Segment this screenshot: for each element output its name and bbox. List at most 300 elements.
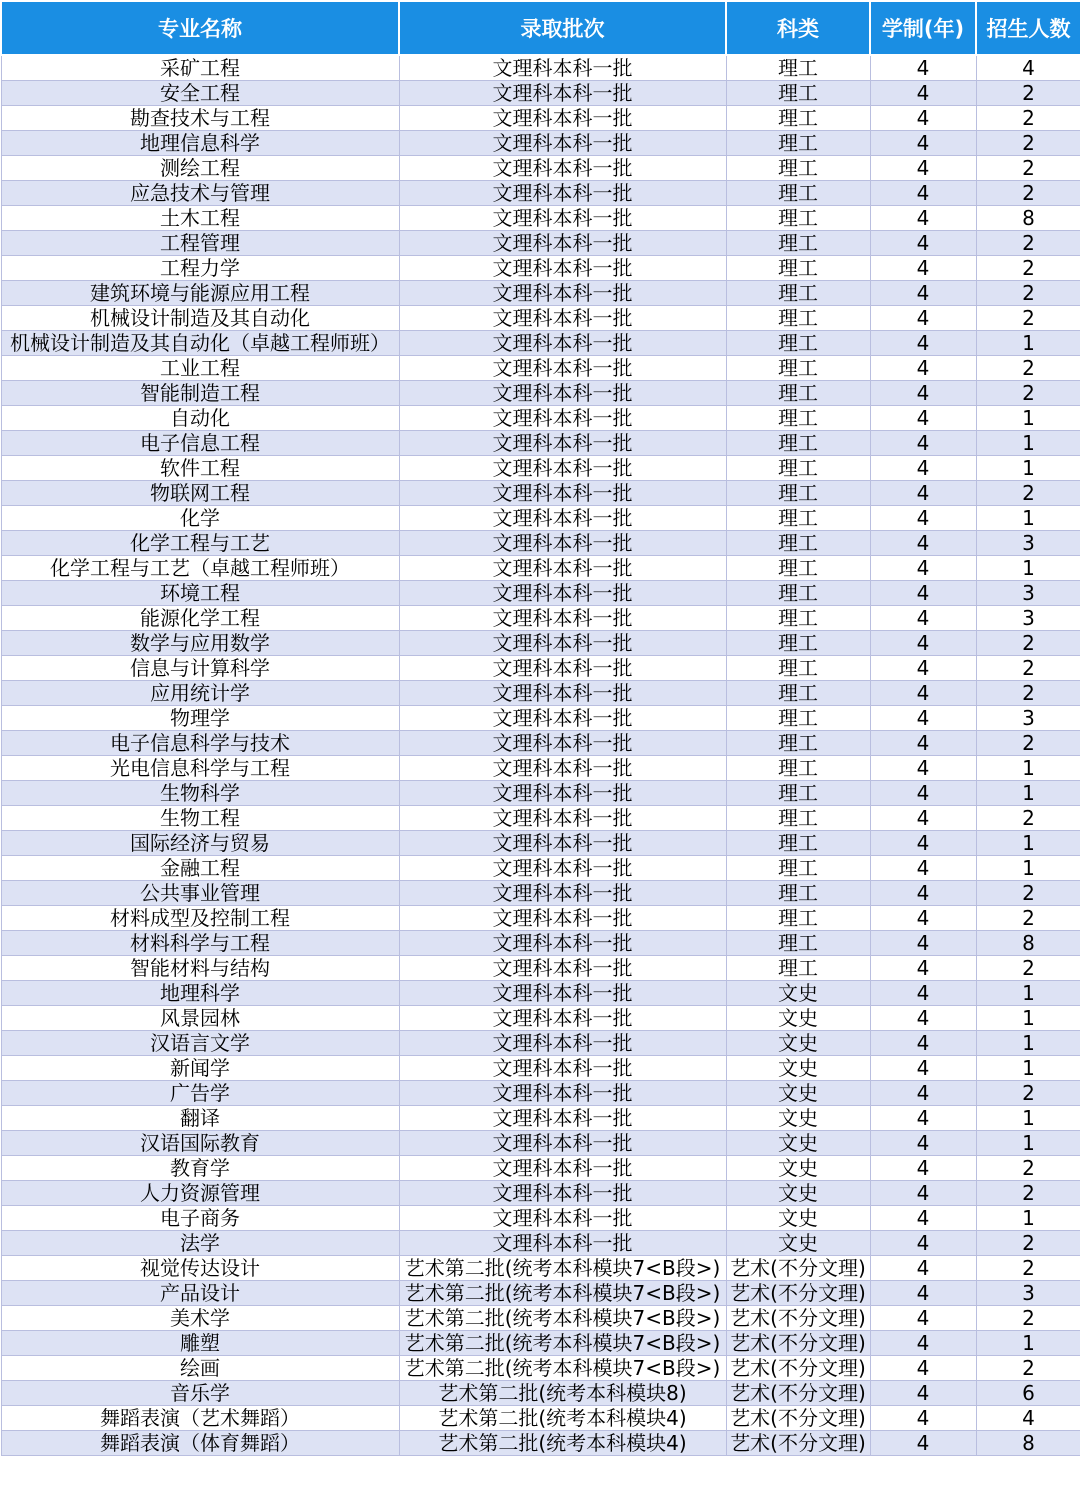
cell-major-name: 美术学: [1, 1306, 399, 1331]
cell-major-name: 公共事业管理: [1, 881, 399, 906]
cell-duration-years: 4: [870, 556, 976, 581]
table-row: [1, 381, 1080, 406]
cell-major-name: 国际经济与贸易: [1, 831, 399, 856]
cell-enrollment-count: 2: [976, 106, 1080, 131]
cell-enrollment-count: 2: [976, 256, 1080, 281]
cell-duration-years: 4: [870, 1231, 976, 1256]
cell-major-name: 软件工程: [1, 456, 399, 481]
cell-duration-years: 4: [870, 1106, 976, 1131]
cell-subject-category: 文史: [726, 1081, 870, 1106]
cell-enrollment-count: 8: [976, 1431, 1080, 1456]
cell-duration-years: 4: [870, 331, 976, 356]
cell-subject-category: 理工: [726, 106, 870, 131]
cell-duration-years: 4: [870, 206, 976, 231]
cell-major-name: 金融工程: [1, 856, 399, 881]
table-row: [1, 206, 1080, 231]
cell-admission-batch: 文理科本科一批: [399, 1006, 726, 1031]
table-row: [1, 1331, 1080, 1356]
cell-enrollment-count: 1: [976, 406, 1080, 431]
table-row: [1, 356, 1080, 381]
cell-enrollment-count: 2: [976, 356, 1080, 381]
cell-admission-batch: 艺术第二批(统考本科模块7<B段>): [399, 1256, 726, 1281]
table-row: [1, 1281, 1080, 1306]
cell-subject-category: 理工: [726, 406, 870, 431]
table-row: [1, 731, 1080, 756]
cell-major-name: 电子信息工程: [1, 431, 399, 456]
cell-admission-batch: 文理科本科一批: [399, 831, 726, 856]
cell-admission-batch: 文理科本科一批: [399, 156, 726, 181]
cell-duration-years: 4: [870, 1156, 976, 1181]
table-row: [1, 506, 1080, 531]
cell-subject-category: 文史: [726, 1181, 870, 1206]
cell-subject-category: 理工: [726, 81, 870, 106]
cell-duration-years: 4: [870, 756, 976, 781]
table-row: [1, 231, 1080, 256]
cell-enrollment-count: 2: [976, 1156, 1080, 1181]
cell-duration-years: 4: [870, 856, 976, 881]
cell-admission-batch: 文理科本科一批: [399, 906, 726, 931]
cell-duration-years: 4: [870, 406, 976, 431]
cell-admission-batch: 文理科本科一批: [399, 881, 726, 906]
cell-subject-category: 理工: [726, 481, 870, 506]
cell-duration-years: 4: [870, 156, 976, 181]
cell-subject-category: 文史: [726, 1056, 870, 1081]
cell-duration-years: 4: [870, 1006, 976, 1031]
cell-enrollment-count: 2: [976, 231, 1080, 256]
header-admission-batch: 录取批次: [399, 1, 726, 55]
cell-subject-category: 理工: [726, 681, 870, 706]
cell-major-name: 环境工程: [1, 581, 399, 606]
cell-major-name: 雕塑: [1, 1331, 399, 1356]
table-row: [1, 331, 1080, 356]
table-row: [1, 131, 1080, 156]
cell-major-name: 汉语言文学: [1, 1031, 399, 1056]
cell-admission-batch: 文理科本科一批: [399, 606, 726, 631]
cell-enrollment-count: 1: [976, 556, 1080, 581]
cell-subject-category: 理工: [726, 381, 870, 406]
cell-enrollment-count: 2: [976, 481, 1080, 506]
table-row: [1, 431, 1080, 456]
cell-duration-years: 4: [870, 1431, 976, 1456]
cell-duration-years: 4: [870, 1181, 976, 1206]
cell-enrollment-count: 2: [976, 806, 1080, 831]
cell-subject-category: 艺术(不分文理): [726, 1431, 870, 1456]
cell-admission-batch: 文理科本科一批: [399, 1106, 726, 1131]
cell-subject-category: 理工: [726, 231, 870, 256]
cell-duration-years: 4: [870, 131, 976, 156]
cell-admission-batch: 文理科本科一批: [399, 131, 726, 156]
cell-enrollment-count: 1: [976, 1131, 1080, 1156]
table-row: [1, 256, 1080, 281]
cell-subject-category: 理工: [726, 55, 870, 81]
cell-major-name: 材料成型及控制工程: [1, 906, 399, 931]
cell-enrollment-count: 2: [976, 1231, 1080, 1256]
cell-enrollment-count: 2: [976, 381, 1080, 406]
cell-duration-years: 4: [870, 681, 976, 706]
table-row: [1, 81, 1080, 106]
cell-major-name: 土木工程: [1, 206, 399, 231]
table-row: [1, 456, 1080, 481]
cell-major-name: 翻译: [1, 1106, 399, 1131]
cell-enrollment-count: 2: [976, 1181, 1080, 1206]
cell-duration-years: 4: [870, 381, 976, 406]
cell-major-name: 生物科学: [1, 781, 399, 806]
cell-major-name: 工业工程: [1, 356, 399, 381]
cell-subject-category: 理工: [726, 656, 870, 681]
cell-enrollment-count: 1: [976, 1006, 1080, 1031]
cell-duration-years: 4: [870, 906, 976, 931]
cell-enrollment-count: 3: [976, 606, 1080, 631]
cell-admission-batch: 文理科本科一批: [399, 631, 726, 656]
table-row: [1, 1206, 1080, 1231]
cell-duration-years: 4: [870, 631, 976, 656]
cell-duration-years: 4: [870, 831, 976, 856]
table-row: [1, 181, 1080, 206]
cell-enrollment-count: 2: [976, 956, 1080, 981]
cell-major-name: 应用统计学: [1, 681, 399, 706]
cell-subject-category: 文史: [726, 1131, 870, 1156]
header-subject-category: 科类: [726, 1, 870, 55]
cell-enrollment-count: 2: [976, 731, 1080, 756]
cell-admission-batch: 文理科本科一批: [399, 431, 726, 456]
table-row: [1, 856, 1080, 881]
table-row: [1, 981, 1080, 1006]
cell-major-name: 信息与计算科学: [1, 656, 399, 681]
cell-duration-years: 4: [870, 81, 976, 106]
cell-duration-years: 4: [870, 1056, 976, 1081]
cell-subject-category: 理工: [726, 906, 870, 931]
cell-admission-batch: 文理科本科一批: [399, 581, 726, 606]
cell-subject-category: 理工: [726, 281, 870, 306]
cell-duration-years: 4: [870, 181, 976, 206]
cell-admission-batch: 艺术第二批(统考本科模块8): [399, 1381, 726, 1406]
table-row: [1, 1231, 1080, 1256]
table-row: [1, 406, 1080, 431]
cell-admission-batch: 文理科本科一批: [399, 856, 726, 881]
cell-enrollment-count: 4: [976, 55, 1080, 81]
cell-subject-category: 艺术(不分文理): [726, 1381, 870, 1406]
cell-duration-years: 4: [870, 231, 976, 256]
cell-subject-category: 艺术(不分文理): [726, 1281, 870, 1306]
cell-subject-category: 理工: [726, 506, 870, 531]
table-row: [1, 606, 1080, 631]
cell-admission-batch: 文理科本科一批: [399, 306, 726, 331]
cell-duration-years: 4: [870, 1256, 976, 1281]
table-row: [1, 1031, 1080, 1056]
cell-duration-years: 4: [870, 306, 976, 331]
cell-major-name: 化学工程与工艺: [1, 531, 399, 556]
table-row: [1, 706, 1080, 731]
cell-enrollment-count: 1: [976, 756, 1080, 781]
cell-subject-category: 理工: [726, 631, 870, 656]
cell-subject-category: 艺术(不分文理): [726, 1356, 870, 1381]
cell-duration-years: 4: [870, 1331, 976, 1356]
cell-admission-batch: 文理科本科一批: [399, 1031, 726, 1056]
cell-enrollment-count: 2: [976, 906, 1080, 931]
cell-enrollment-count: 8: [976, 931, 1080, 956]
cell-major-name: 化学: [1, 506, 399, 531]
cell-major-name: 智能制造工程: [1, 381, 399, 406]
cell-admission-batch: 艺术第二批(统考本科模块7<B段>): [399, 1306, 726, 1331]
cell-subject-category: 理工: [726, 256, 870, 281]
cell-major-name: 电子商务: [1, 1206, 399, 1231]
cell-major-name: 电子信息科学与技术: [1, 731, 399, 756]
cell-subject-category: 理工: [726, 706, 870, 731]
cell-major-name: 地理科学: [1, 981, 399, 1006]
table-row: [1, 556, 1080, 581]
cell-enrollment-count: 2: [976, 681, 1080, 706]
cell-major-name: 舞蹈表演（艺术舞蹈）: [1, 1406, 399, 1431]
cell-duration-years: 4: [870, 1356, 976, 1381]
cell-duration-years: 4: [870, 55, 976, 81]
cell-major-name: 人力资源管理: [1, 1181, 399, 1206]
cell-duration-years: 4: [870, 806, 976, 831]
table-row: [1, 306, 1080, 331]
cell-major-name: 教育学: [1, 1156, 399, 1181]
cell-enrollment-count: 1: [976, 1106, 1080, 1131]
cell-admission-batch: 文理科本科一批: [399, 931, 726, 956]
table-row: [1, 481, 1080, 506]
cell-major-name: 工程力学: [1, 256, 399, 281]
cell-admission-batch: 文理科本科一批: [399, 456, 726, 481]
cell-admission-batch: 艺术第二批(统考本科模块7<B段>): [399, 1331, 726, 1356]
cell-subject-category: 文史: [726, 1031, 870, 1056]
header-enrollment-count: 招生人数: [976, 1, 1080, 55]
cell-admission-batch: 文理科本科一批: [399, 656, 726, 681]
cell-admission-batch: 文理科本科一批: [399, 756, 726, 781]
cell-major-name: 数学与应用数学: [1, 631, 399, 656]
cell-major-name: 工程管理: [1, 231, 399, 256]
cell-subject-category: 文史: [726, 1006, 870, 1031]
cell-enrollment-count: 2: [976, 281, 1080, 306]
table-row: [1, 1306, 1080, 1331]
cell-duration-years: 4: [870, 656, 976, 681]
cell-duration-years: 4: [870, 931, 976, 956]
cell-subject-category: 理工: [726, 331, 870, 356]
cell-subject-category: 理工: [726, 956, 870, 981]
cell-enrollment-count: 2: [976, 306, 1080, 331]
cell-enrollment-count: 3: [976, 531, 1080, 556]
cell-admission-batch: 文理科本科一批: [399, 206, 726, 231]
cell-major-name: 法学: [1, 1231, 399, 1256]
cell-admission-batch: 文理科本科一批: [399, 1131, 726, 1156]
table-row: [1, 1431, 1080, 1456]
cell-enrollment-count: 2: [976, 1356, 1080, 1381]
cell-admission-batch: 文理科本科一批: [399, 731, 726, 756]
cell-admission-batch: 文理科本科一批: [399, 1181, 726, 1206]
cell-major-name: 机械设计制造及其自动化（卓越工程师班）: [1, 331, 399, 356]
cell-major-name: 采矿工程: [1, 55, 399, 81]
table-row: [1, 1406, 1080, 1431]
cell-admission-batch: 文理科本科一批: [399, 556, 726, 581]
cell-subject-category: 理工: [726, 856, 870, 881]
cell-admission-batch: 文理科本科一批: [399, 281, 726, 306]
cell-major-name: 机械设计制造及其自动化: [1, 306, 399, 331]
cell-admission-batch: 文理科本科一批: [399, 1231, 726, 1256]
cell-enrollment-count: 1: [976, 1031, 1080, 1056]
cell-enrollment-count: 1: [976, 506, 1080, 531]
table-row: [1, 756, 1080, 781]
cell-admission-batch: 文理科本科一批: [399, 106, 726, 131]
cell-subject-category: 文史: [726, 1106, 870, 1131]
cell-subject-category: 理工: [726, 606, 870, 631]
cell-major-name: 自动化: [1, 406, 399, 431]
cell-subject-category: 理工: [726, 306, 870, 331]
table-row: [1, 781, 1080, 806]
cell-enrollment-count: 1: [976, 981, 1080, 1006]
cell-subject-category: 理工: [726, 781, 870, 806]
cell-admission-batch: 文理科本科一批: [399, 1206, 726, 1231]
cell-enrollment-count: 1: [976, 781, 1080, 806]
cell-admission-batch: 文理科本科一批: [399, 681, 726, 706]
table-row: [1, 956, 1080, 981]
cell-duration-years: 4: [870, 1031, 976, 1056]
table-row: [1, 1056, 1080, 1081]
cell-major-name: 物理学: [1, 706, 399, 731]
header-duration-years: 学制(年): [870, 1, 976, 55]
cell-enrollment-count: 2: [976, 1081, 1080, 1106]
cell-major-name: 安全工程: [1, 81, 399, 106]
cell-major-name: 测绘工程: [1, 156, 399, 181]
cell-admission-batch: 文理科本科一批: [399, 231, 726, 256]
cell-subject-category: 理工: [726, 181, 870, 206]
table-row: [1, 906, 1080, 931]
table-row: [1, 631, 1080, 656]
cell-major-name: 绘画: [1, 1356, 399, 1381]
cell-major-name: 风景园林: [1, 1006, 399, 1031]
table-body: [1, 55, 1080, 1456]
cell-duration-years: 4: [870, 956, 976, 981]
cell-admission-batch: 艺术第二批(统考本科模块4): [399, 1431, 726, 1456]
table-row: [1, 55, 1080, 81]
cell-duration-years: 4: [870, 881, 976, 906]
cell-enrollment-count: 2: [976, 1306, 1080, 1331]
table-row: [1, 831, 1080, 856]
header-major-name: 专业名称: [1, 1, 399, 55]
cell-major-name: 产品设计: [1, 1281, 399, 1306]
cell-major-name: 音乐学: [1, 1381, 399, 1406]
cell-major-name: 舞蹈表演（体育舞蹈）: [1, 1431, 399, 1456]
cell-subject-category: 艺术(不分文理): [726, 1406, 870, 1431]
cell-admission-batch: 文理科本科一批: [399, 256, 726, 281]
cell-enrollment-count: 8: [976, 206, 1080, 231]
cell-subject-category: 理工: [726, 806, 870, 831]
cell-subject-category: 理工: [726, 356, 870, 381]
cell-subject-category: 文史: [726, 981, 870, 1006]
table-row: [1, 1156, 1080, 1181]
cell-major-name: 生物工程: [1, 806, 399, 831]
cell-major-name: 新闻学: [1, 1056, 399, 1081]
table-row: [1, 806, 1080, 831]
cell-subject-category: 理工: [726, 206, 870, 231]
cell-subject-category: 艺术(不分文理): [726, 1331, 870, 1356]
cell-duration-years: 4: [870, 731, 976, 756]
cell-duration-years: 4: [870, 981, 976, 1006]
cell-admission-batch: 文理科本科一批: [399, 956, 726, 981]
cell-admission-batch: 文理科本科一批: [399, 381, 726, 406]
cell-duration-years: 4: [870, 106, 976, 131]
cell-subject-category: 理工: [726, 156, 870, 181]
cell-enrollment-count: 3: [976, 1281, 1080, 1306]
cell-admission-batch: 文理科本科一批: [399, 356, 726, 381]
cell-admission-batch: 文理科本科一批: [399, 506, 726, 531]
cell-enrollment-count: 3: [976, 581, 1080, 606]
cell-subject-category: 理工: [726, 581, 870, 606]
cell-major-name: 建筑环境与能源应用工程: [1, 281, 399, 306]
table-row: [1, 1181, 1080, 1206]
cell-duration-years: 4: [870, 356, 976, 381]
cell-duration-years: 4: [870, 481, 976, 506]
table-row: [1, 681, 1080, 706]
cell-admission-batch: 文理科本科一批: [399, 1056, 726, 1081]
cell-duration-years: 4: [870, 1281, 976, 1306]
cell-enrollment-count: 1: [976, 856, 1080, 881]
cell-admission-batch: 文理科本科一批: [399, 1156, 726, 1181]
table-row: [1, 931, 1080, 956]
cell-duration-years: 4: [870, 456, 976, 481]
cell-enrollment-count: 2: [976, 656, 1080, 681]
cell-duration-years: 4: [870, 531, 976, 556]
cell-major-name: 光电信息科学与工程: [1, 756, 399, 781]
cell-duration-years: 4: [870, 1081, 976, 1106]
cell-enrollment-count: 1: [976, 1206, 1080, 1231]
cell-major-name: 物联网工程: [1, 481, 399, 506]
cell-duration-years: 4: [870, 706, 976, 731]
table-row: [1, 1356, 1080, 1381]
cell-major-name: 广告学: [1, 1081, 399, 1106]
cell-duration-years: 4: [870, 781, 976, 806]
cell-admission-batch: 文理科本科一批: [399, 1081, 726, 1106]
cell-admission-batch: 文理科本科一批: [399, 55, 726, 81]
cell-admission-batch: 文理科本科一批: [399, 181, 726, 206]
cell-subject-category: 理工: [726, 556, 870, 581]
table-row: [1, 581, 1080, 606]
cell-subject-category: 文史: [726, 1156, 870, 1181]
cell-enrollment-count: 1: [976, 456, 1080, 481]
cell-duration-years: 4: [870, 1406, 976, 1431]
cell-major-name: 汉语国际教育: [1, 1131, 399, 1156]
cell-duration-years: 4: [870, 581, 976, 606]
cell-admission-batch: 文理科本科一批: [399, 481, 726, 506]
cell-subject-category: 理工: [726, 731, 870, 756]
table-row: [1, 1106, 1080, 1131]
cell-enrollment-count: 1: [976, 831, 1080, 856]
cell-duration-years: 4: [870, 1381, 976, 1406]
cell-major-name: 地理信息科学: [1, 131, 399, 156]
cell-enrollment-count: 4: [976, 1406, 1080, 1431]
cell-enrollment-count: 1: [976, 431, 1080, 456]
cell-subject-category: 艺术(不分文理): [726, 1306, 870, 1331]
table-row: [1, 1381, 1080, 1406]
cell-duration-years: 4: [870, 1206, 976, 1231]
cell-subject-category: 理工: [726, 756, 870, 781]
cell-admission-batch: 艺术第二批(统考本科模块7<B段>): [399, 1356, 726, 1381]
cell-admission-batch: 文理科本科一批: [399, 531, 726, 556]
cell-subject-category: 艺术(不分文理): [726, 1256, 870, 1281]
cell-admission-batch: 文理科本科一批: [399, 981, 726, 1006]
cell-subject-category: 文史: [726, 1206, 870, 1231]
cell-enrollment-count: 2: [976, 131, 1080, 156]
cell-subject-category: 文史: [726, 1231, 870, 1256]
cell-subject-category: 理工: [726, 931, 870, 956]
cell-duration-years: 4: [870, 281, 976, 306]
cell-enrollment-count: 2: [976, 631, 1080, 656]
cell-enrollment-count: 2: [976, 81, 1080, 106]
cell-major-name: 化学工程与工艺（卓越工程师班）: [1, 556, 399, 581]
table-row: [1, 1081, 1080, 1106]
cell-subject-category: 理工: [726, 531, 870, 556]
cell-subject-category: 理工: [726, 131, 870, 156]
